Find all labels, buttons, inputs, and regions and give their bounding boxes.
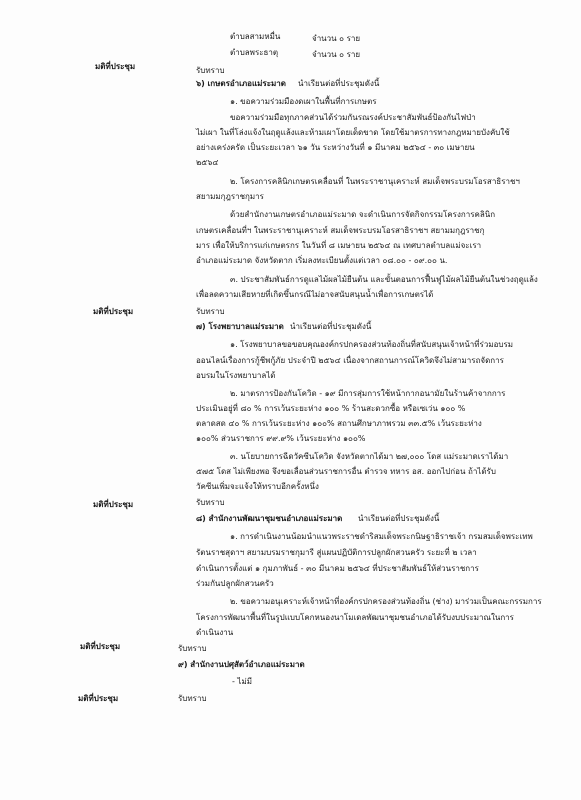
s8-line: ดำเนินการตั้งแต่ ๑ กุมภาพันธ์ - ๓๐ มีนาคม ๒๕๖๔ ที่ประชาสัมพันธ์ให้ส่วนราชการ <box>196 564 479 573</box>
s6-item1-title: ๑. ขอความร่วมมืองดเผาในพื้นที่การเกษตร <box>230 97 377 106</box>
resolution-label-2: มติที่ประชุม <box>93 307 134 316</box>
s7-line: ๒. มาตรการป้องกันโควิด - ๑๙ มีการสุ่มการใช้หน้ากากอนามัยในร้านค้าจากการ <box>230 389 506 398</box>
resolution-label-1: มติที่ประชุม <box>95 62 136 71</box>
s6-item2-line: อำเภอแม่ระมาด จังหวัดตาก เริ่มลงทะเบียนตั้งแต่เวลา ๐๘.๐๐ - ๐๙.๐๐ น. <box>196 256 448 265</box>
resolution-ack-2: รับทราบ <box>196 307 225 316</box>
section-6-heading: ๖) เกษตรอำเภอแม่ระมาด <box>196 79 286 88</box>
resolution-ack-4: รับทราบ <box>178 644 207 653</box>
section-8-heading: ๘) สำนักงานพัฒนาชุมชนอำเภอแม่ระมาด <box>196 514 343 523</box>
s6-item2-line: มาร เพื่อให้บริการแก่เกษตรกร ในวันที่ ๘ เมษายน ๒๕๖๔ ณ เทศบาลตำบลแม่จะเรา <box>196 241 482 250</box>
top-list-count-1: จำนวน ๐ ราย <box>312 34 361 43</box>
s7-line: ๑๐๐% ส่วนราชการ ๙๙.๙% เว้นระยะห่าง ๑๐๐% <box>196 434 366 443</box>
s8-line: ดำเนินงาน <box>196 628 234 637</box>
s6-item2-line: เกษตรเคลื่อนที่ฯ ในพระราชานุเคราะห์ สมเด็จพระบรมโอรสาธิราชฯ สยามมกุฎราชกุ <box>196 226 485 235</box>
s7-line: ๓. นโยบายการฉีดวัคซีนโควิด จังหวัดตากได้มา ๒๗,๐๐๐ โดส แม่ระมาดเราได้มา <box>230 452 509 461</box>
s8-line: รัตนราชสุดาฯ สยามบรมราชกุมารี สู่แผนปฏิบัติการปลูกผักสวนครัว ระยะที่ ๒ เวลา <box>196 548 477 557</box>
s7-line: อบรมในโรงพยาบาลได้ <box>196 371 276 380</box>
s8-line: ๒. ขอความอนุเคราะห์เจ้าหน้าที่องค์กรปกครองส่วนท้องถิ่น (ช่าง) มาร่วมเป็นคณะกรรมการ <box>230 597 542 606</box>
section-8-intro: นำเรียนต่อที่ประชุมดังนี้ <box>358 514 440 523</box>
section-7-intro: นำเรียนต่อที่ประชุมดังนี้ <box>290 322 372 331</box>
top-list-count-2: จำนวน ๐ ราย <box>312 50 361 59</box>
s7-line: ประเมินอยู่ที่ ๘๐ % การเว้นระยะห่าง ๑๐๐ % ร้านสะดวกซื้อ หรือเซเว่น ๑๐๐ % <box>196 404 466 413</box>
section-9-heading: ๙) สำนักงานปศุสัตว์อำเภอแม่ระมาด <box>178 660 305 669</box>
resolution-ack-5: รับทราบ <box>178 694 207 703</box>
s7-line: ๑. โรงพยาบาลขอขอบคุณองค์กรปกครองส่วนท้องถิ่นที่สนับสนุนเจ้าหน้าที่ร่วมอบรม <box>230 340 514 349</box>
top-list-name-2: ตำบลพระธาตุ <box>230 48 279 57</box>
s6-item1-line: ๒๕๖๔ <box>196 158 219 167</box>
resolution-ack-1: รับทราบ <box>196 66 225 75</box>
section-6-intro: นำเรียนต่อที่ประชุมดังนี้ <box>298 79 380 88</box>
s6-item2-line: ด้วยสำนักงานเกษตรอำเภอแม่ระมาด จะดำเนินการจัดกิจกรรมโครงการคลินิก <box>230 210 496 219</box>
resolution-label-4: มติที่ประชุม <box>80 642 121 651</box>
s7-line: ออนไลน์เรื่องการกู้ชีพกู้ภัย ประจำปี ๒๕๖๔ เนื่องจากสถานการณ์โควิดจึงไม่สามารถจัดการ <box>196 356 504 365</box>
section-9-none: - ไม่มี <box>232 677 252 686</box>
s6-item1-line: อย่างเคร่งครัด เป็นระยะเวลา ๖๑ วัน ระหว่างวันที่ ๑ มีนาคม ๒๕๖๔ - ๓๐ เมษายน <box>196 143 475 152</box>
s6-item1-line: ขอความร่วมมือทุกภาคส่วนได้ร่วมกันรณรงค์ประชาสัมพันธ์ป้องกันไฟป่า <box>230 113 476 122</box>
top-list-name-1: ตำบลสามหมื่น <box>230 32 281 41</box>
s6-item3-line: ๓. ประชาสัมพันธ์การดูแลไม้ผลไม้ยืนต้น และขั้นตอนการฟื้นฟูไม้ผลไม้ยืนต้นในช่วงฤดูแล้ง <box>230 275 538 284</box>
s6-item3-line: เพื่อลดความเสียหายที่เกิดขึ้นกรณีไม่อาจสนับสนุนน้ำเพื่อการเกษตรได้ <box>196 290 434 299</box>
resolution-label-3: มติที่ประชุม <box>93 500 134 509</box>
s6-item2-line: ๒. โครงการคลินิกเกษตรเคลื่อนที่ ในพระราชานุเคราะห์ สมเด็จพระบรมโอรสาธิราชฯ <box>230 177 520 186</box>
s7-line: ตลาดสด ๔๐ % การเว้นระยะห่าง ๑๐๐% สถานศึกษาภาพรวม ๓๓.๕% เว้นระยะห่าง <box>196 419 482 428</box>
resolution-ack-3: รับทราบ <box>196 498 225 507</box>
s6-item1-line: ไม่เผา ในที่โล่งแจ้งในฤดูแล้งและห้ามเผาโดยเด็ดขาด โดยใช้มาตรการทางกฎหมายบังคับใช้ <box>196 128 510 137</box>
s8-line: ร่วมกันปลูกผักสวนครัว <box>196 579 274 588</box>
s7-line: ๕๗๕ โดส ไม่เพียงพอ จึงขอเลื่อนส่วนราชการอื่น ตำรวจ ทหาร อส. ออกไปก่อน ถ้าได้รับ <box>196 467 496 476</box>
s8-line: โครงการพัฒนาพื้นที่ในรูปแบบโคกหนองนาโมเดลพัฒนาชุมชนอำเภอได้รับงบประมาณในการ <box>196 613 514 622</box>
s8-line: ๑. การดำเนินงานน้อมนำแนวพระราชดำริสมเด็จพระกนิษฐาธิราชเจ้า กรมสมเด็จพระเทพ <box>230 532 533 541</box>
section-7-heading: ๗) โรงพยาบาลแม่ระมาด <box>196 322 284 331</box>
s6-item2-line: สยามมกุฎราชกุมาร <box>196 192 264 201</box>
s7-line: วัคซีนเพิ่มจะแจ้งให้ทราบอีกครั้งหนึ่ง <box>196 482 319 491</box>
resolution-label-5: มติที่ประชุม <box>78 694 119 703</box>
